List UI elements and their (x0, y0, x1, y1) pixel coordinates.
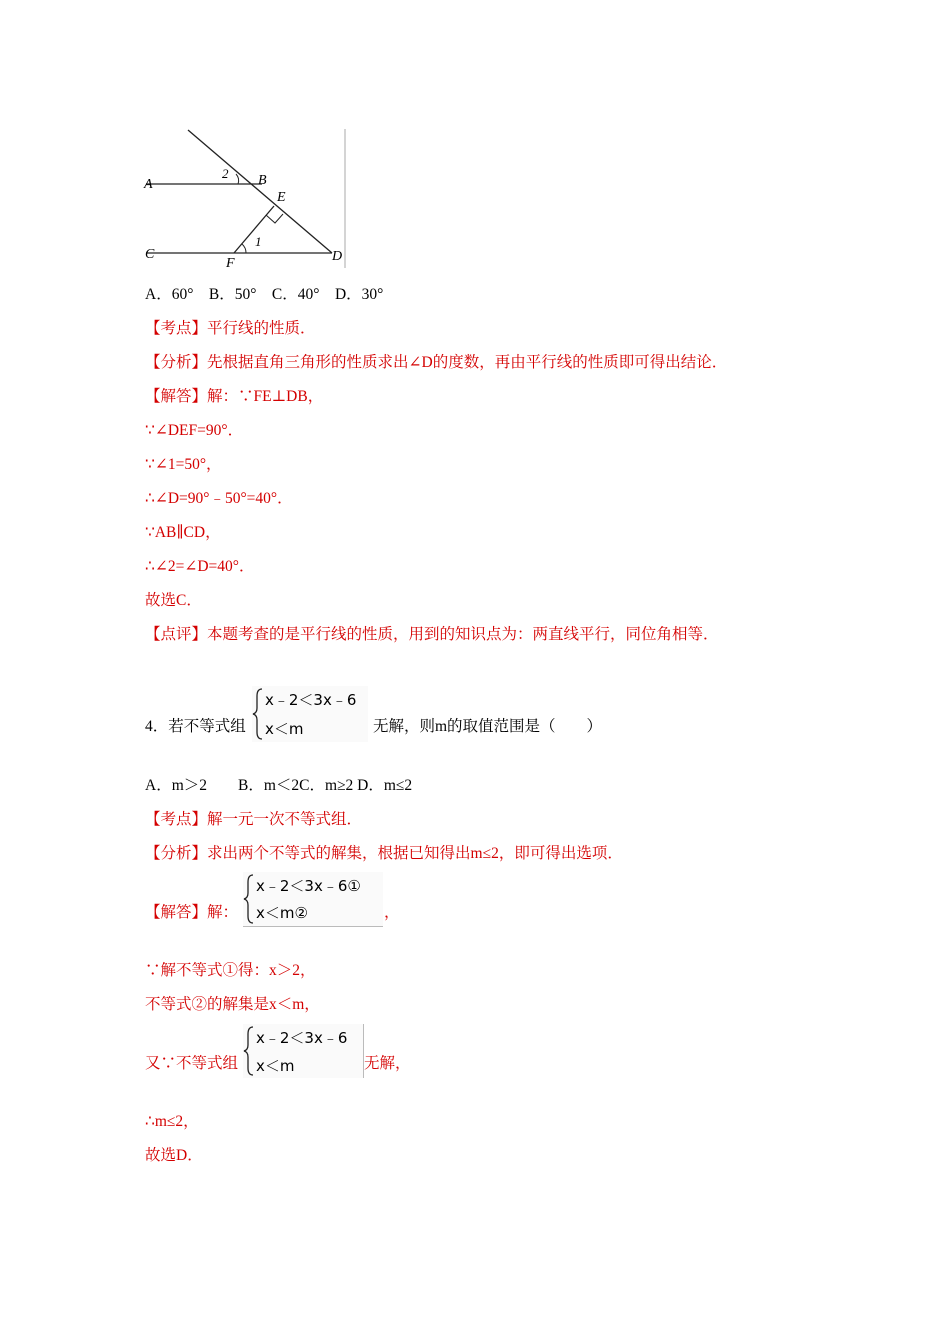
label-f: F (226, 256, 235, 270)
system-line-2-numbered: x＜m② (256, 904, 308, 922)
label-a: A (144, 177, 153, 192)
q3-dianping-tag: 【点评】 (145, 626, 208, 643)
q3-kaodian-tag: 【考点】 (145, 320, 208, 337)
q3-jieda-tag: 【解答】 (145, 388, 208, 405)
brace-icon (244, 875, 253, 923)
system-line-2: x＜m (265, 720, 304, 738)
q4-step: ∴m≤2， (145, 1113, 199, 1130)
angle-1-arc (242, 244, 246, 253)
q4-jieda-tag: 【解答】 (145, 904, 208, 921)
system-line-1-numbered: x﹣2＜3x﹣6① (256, 877, 361, 895)
system-line-1: x﹣2＜3x﹣6 (265, 691, 357, 709)
q4-answer: 故选D． (145, 1147, 203, 1164)
q3-fenxi-tag: 【分析】 (145, 354, 208, 371)
q3-kaodian-text: 平行线的性质． (207, 320, 316, 337)
q3-step: ∴∠D=90°﹣50°=40°． (145, 490, 293, 507)
parallel-lines-figure (142, 128, 348, 270)
right-angle-mark (266, 214, 283, 223)
q3-kaodian (145, 319, 316, 339)
q4-kaodian-text: 解一元一次不等式组． (207, 811, 363, 828)
q4-kaodian-tag: 【考点】 (145, 811, 208, 828)
q3-step: ∵∠1=50°， (145, 456, 222, 473)
q4-comma: ， (384, 904, 400, 921)
q4-stem-prefix: 4．若不等式组 (145, 718, 246, 735)
q3-options: A．60° B．50° C．40° D．30° (145, 286, 384, 303)
q3-dianping (145, 625, 719, 645)
q4-jieda-text: 解： (207, 904, 239, 921)
q3-jieda (145, 387, 323, 407)
q4-fenxi-text: 求出两个不等式的解集，根据已知得出m≤2，即可得出选项． (207, 845, 623, 862)
q4-step3-suffix: 无解， (364, 1055, 411, 1072)
q3-jieda-text: 解：∵FE⊥DB， (207, 388, 324, 405)
line-fe (234, 206, 274, 253)
q4-step: ∵解不等式①得：x＞2， (145, 962, 316, 979)
brace-icon (253, 689, 262, 739)
angle-2-arc (236, 174, 239, 184)
q3-step: ∵∠DEF=90°． (145, 422, 244, 439)
label-angle-2: 2 (222, 166, 229, 181)
label-e: E (277, 190, 286, 205)
q3-answer: 故选C． (145, 592, 202, 609)
q4-kaodian (145, 810, 362, 830)
q4-fenxi (145, 844, 623, 864)
q4-options: A．m＞2 B．m＜2C．m≥2 D．m≤2 (145, 777, 413, 794)
q3-fenxi (145, 353, 727, 373)
q4-step3-prefix: 又∵不等式组 (145, 1055, 239, 1072)
q4-fenxi-tag: 【分析】 (145, 845, 208, 862)
q3-dianping-text: 本题考查的是平行线的性质，用到的知识点为：两直线平行，同位角相等． (207, 626, 719, 643)
system-line-2-repeat: x＜m (256, 1057, 295, 1075)
q3-step: ∴∠2=∠D=40°． (145, 558, 255, 575)
q4-inequality-system-numbered (243, 872, 383, 927)
label-angle-1: 1 (255, 234, 262, 249)
label-c: C (145, 247, 155, 262)
q4-jieda (145, 903, 238, 923)
q3-fenxi-text: 先根据直角三角形的性质求出∠D的度数，再由平行线的性质即可得出结论． (207, 354, 728, 371)
q3-step: ∵AB∥CD， (145, 524, 221, 541)
system-line-1-repeat: x﹣2＜3x﹣6 (256, 1029, 348, 1047)
q4-inequality-system (252, 686, 368, 742)
brace-icon (244, 1027, 253, 1075)
q4-inequality-system-repeat (243, 1024, 364, 1078)
q4-step: 不等式②的解集是x＜m， (145, 996, 320, 1013)
label-b: B (258, 173, 267, 188)
label-d: D (332, 249, 343, 264)
q4-stem-suffix: 无解，则m的取值范围是（ ） (373, 718, 603, 735)
